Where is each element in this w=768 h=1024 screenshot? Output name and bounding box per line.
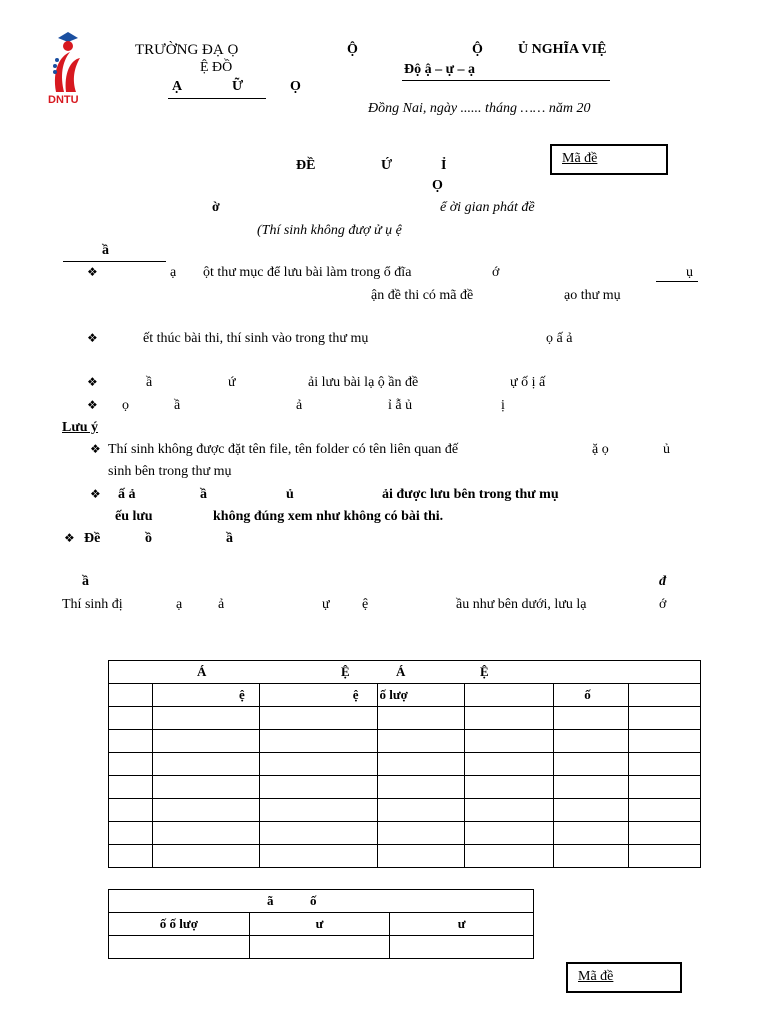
step3-d: ự ố ị ấ bbox=[510, 375, 546, 390]
table-cell[interactable] bbox=[109, 776, 153, 799]
step1-b: ột thư mục để lưu bài làm trong ổ đĩa bbox=[203, 265, 412, 280]
footer-code-box bbox=[566, 962, 682, 993]
bullet-icon: ❖ bbox=[90, 487, 101, 501]
step1-f: ạo thư mụ bbox=[564, 288, 621, 303]
header-center-mark: Ộ bbox=[347, 42, 358, 57]
note2-d: ải được lưu bên trong thư mụ bbox=[382, 487, 559, 502]
invoice-table bbox=[108, 660, 701, 868]
bullet-icon: ❖ bbox=[64, 531, 75, 545]
step3-c: ải lưu bài lạ ộ ần đề bbox=[308, 375, 419, 390]
table-cell[interactable] bbox=[109, 799, 153, 822]
table-cell[interactable] bbox=[629, 776, 701, 799]
table1-title-d: Ệ bbox=[480, 664, 489, 679]
table-cell[interactable] bbox=[465, 776, 554, 799]
table-cell[interactable] bbox=[109, 845, 153, 868]
step4-e: ị bbox=[501, 398, 505, 413]
table-header-cell bbox=[465, 684, 554, 707]
table-row bbox=[109, 822, 701, 845]
part2-para-e: ệ bbox=[362, 597, 369, 612]
table-row bbox=[109, 936, 534, 959]
table-cell[interactable] bbox=[259, 730, 377, 753]
table-header-cell: ố lượ bbox=[377, 684, 465, 707]
note2-b: ầ bbox=[200, 487, 207, 502]
step2-b: ọ ấ ả bbox=[546, 331, 573, 346]
table-header-cell bbox=[629, 684, 701, 707]
table-cell[interactable] bbox=[377, 799, 465, 822]
table2-title-a: ã bbox=[267, 893, 274, 908]
table1-title-b: Ệ bbox=[341, 664, 350, 679]
exam-time-a: ờ bbox=[212, 200, 220, 215]
step2-a: ết thúc bài thi, thí sinh vào trong thư mụ bbox=[143, 331, 369, 346]
step4-a: ọ bbox=[122, 398, 129, 413]
table-cell[interactable] bbox=[377, 730, 465, 753]
table2-title-row bbox=[109, 890, 534, 913]
republic-a: Ộ bbox=[472, 42, 483, 57]
table-header-cell: ố ố lượ bbox=[109, 913, 250, 936]
table-cell[interactable] bbox=[109, 822, 153, 845]
table-cell[interactable] bbox=[259, 845, 377, 868]
dntu-logo-icon bbox=[48, 30, 88, 102]
table-cell[interactable] bbox=[554, 822, 629, 845]
table-row bbox=[109, 730, 701, 753]
table-cell[interactable] bbox=[152, 753, 259, 776]
bullet-icon: ❖ bbox=[87, 331, 98, 345]
table2-header-row bbox=[109, 913, 534, 936]
table-cell[interactable] bbox=[554, 730, 629, 753]
date-line: Đồng Nai, ngày ...... tháng …… năm 20 bbox=[368, 101, 591, 116]
bullet-icon: ❖ bbox=[87, 265, 98, 279]
step4-d: ỉ ẫ ủ bbox=[388, 398, 413, 413]
table-cell[interactable] bbox=[629, 845, 701, 868]
part2-para-c: ả bbox=[218, 597, 225, 612]
table-cell[interactable] bbox=[152, 707, 259, 730]
motto-underline bbox=[402, 80, 610, 81]
table-cell[interactable] bbox=[390, 936, 534, 959]
motto: Độ ậ – ự – ạ bbox=[404, 62, 476, 77]
table-cell[interactable] bbox=[259, 753, 377, 776]
table-cell[interactable] bbox=[554, 845, 629, 868]
table-cell[interactable] bbox=[465, 822, 554, 845]
table-cell[interactable] bbox=[109, 936, 250, 959]
table-cell[interactable] bbox=[109, 753, 153, 776]
table-cell[interactable] bbox=[259, 799, 377, 822]
table-cell[interactable] bbox=[109, 707, 153, 730]
footer-code-label: Mã đề bbox=[578, 969, 614, 984]
table-cell[interactable] bbox=[377, 776, 465, 799]
table1-header-row bbox=[109, 684, 701, 707]
table-cell[interactable] bbox=[629, 822, 701, 845]
part2-para-b: ạ bbox=[176, 597, 183, 612]
table-cell[interactable] bbox=[152, 776, 259, 799]
logo-text: DNTU bbox=[48, 94, 79, 106]
exam-code-box bbox=[550, 144, 668, 175]
exam-title-line2: Ọ bbox=[432, 178, 443, 193]
step3-b: ứ bbox=[228, 375, 236, 390]
note2-a: ấ ả bbox=[118, 487, 136, 502]
table-cell[interactable] bbox=[377, 707, 465, 730]
exam-title-a: ĐỀ bbox=[296, 158, 316, 173]
exam-title-b: Ứ bbox=[381, 158, 393, 173]
step3-a: ầ bbox=[146, 375, 153, 390]
part2-para-a: Thí sinh đị bbox=[62, 597, 123, 612]
bullet-icon: ❖ bbox=[87, 375, 98, 389]
table1-title-row bbox=[109, 661, 701, 684]
table-row bbox=[109, 799, 701, 822]
table-cell[interactable] bbox=[377, 753, 465, 776]
table-row bbox=[109, 707, 701, 730]
table1-title-a: Á bbox=[197, 664, 207, 679]
school-line2: Ệ ĐỒ bbox=[200, 60, 233, 75]
part2-para-d: ự bbox=[322, 597, 330, 612]
table2-title-b: ố bbox=[310, 893, 317, 908]
exam-time-b: ể ời gian phát đề bbox=[440, 200, 535, 215]
table-header-cell: ố bbox=[554, 684, 629, 707]
department-a: Ạ bbox=[172, 79, 183, 94]
exam-note: (Thí sinh không đượ ử ụ ệ bbox=[257, 223, 402, 238]
table-cell[interactable] bbox=[554, 799, 629, 822]
bullet-icon: ❖ bbox=[87, 398, 98, 412]
table-cell[interactable] bbox=[259, 822, 377, 845]
summary-table bbox=[108, 889, 534, 959]
table-row bbox=[109, 753, 701, 776]
notes-heading: Lưu ý bbox=[62, 420, 99, 435]
header-left-underline bbox=[168, 98, 266, 99]
step4-b: ầ bbox=[174, 398, 181, 413]
table-cell[interactable] bbox=[629, 799, 701, 822]
note3-c: ầ bbox=[226, 531, 233, 546]
exam-code-label: Mã đề bbox=[562, 151, 598, 166]
table1-title-c: Á bbox=[396, 664, 406, 679]
table-cell[interactable] bbox=[554, 776, 629, 799]
section1-underline bbox=[63, 261, 166, 262]
part2-heading-b: đ bbox=[659, 574, 666, 589]
table-cell[interactable] bbox=[629, 707, 701, 730]
table-header-cell: ư bbox=[249, 913, 390, 936]
table-cell[interactable] bbox=[109, 730, 153, 753]
table-cell[interactable] bbox=[465, 730, 554, 753]
note2-e: ếu lưu bbox=[115, 509, 153, 524]
school-name: TRƯỜNG ĐẠ Ọ bbox=[135, 42, 239, 58]
table-cell[interactable] bbox=[152, 730, 259, 753]
table-cell[interactable] bbox=[259, 707, 377, 730]
part2-para-g: ớ bbox=[659, 597, 667, 612]
republic-b: Ủ NGHĨA VIỆ bbox=[518, 42, 607, 57]
department-c: Ọ bbox=[290, 79, 301, 94]
note3-b: ồ bbox=[145, 531, 152, 546]
table-cell[interactable] bbox=[629, 753, 701, 776]
step4-c: ả bbox=[296, 398, 303, 413]
table-cell[interactable] bbox=[629, 730, 701, 753]
table-cell[interactable] bbox=[249, 936, 390, 959]
table-header-cell: ư bbox=[390, 913, 534, 936]
table-header-cell bbox=[109, 684, 153, 707]
note1-a: Thí sinh không được đặt tên file, tên folder có tên liên quan đế bbox=[108, 442, 459, 457]
table-cell[interactable] bbox=[377, 822, 465, 845]
step1-e: ận đề thi có mã đề bbox=[371, 288, 474, 303]
table-cell[interactable] bbox=[465, 845, 554, 868]
bullet-icon: ❖ bbox=[90, 442, 101, 456]
step1-c: ớ bbox=[492, 265, 500, 280]
exam-title-c: Ỉ bbox=[441, 158, 447, 173]
table-cell[interactable] bbox=[152, 799, 259, 822]
table-header-cell: ệ bbox=[259, 684, 377, 707]
step1-d: ụ bbox=[686, 265, 693, 280]
step1-a: ạ bbox=[170, 265, 177, 280]
table-cell[interactable] bbox=[465, 753, 554, 776]
note1-d: sinh bên trong thư mụ bbox=[108, 464, 232, 479]
table-cell[interactable] bbox=[152, 845, 259, 868]
table-row bbox=[109, 776, 701, 799]
table-header-cell: ệ bbox=[152, 684, 259, 707]
table-cell[interactable] bbox=[554, 753, 629, 776]
step1-drive-underline bbox=[656, 281, 698, 282]
note1-c: ủ bbox=[663, 442, 670, 457]
note2-f: không đúng xem như không có bài thi. bbox=[213, 509, 444, 524]
section1-heading: ầ bbox=[102, 243, 109, 258]
department-b: Ữ bbox=[232, 79, 244, 94]
part2-heading-a: ầ bbox=[82, 574, 89, 589]
table-cell[interactable] bbox=[377, 845, 465, 868]
table-row bbox=[109, 845, 701, 868]
table-cell[interactable] bbox=[554, 707, 629, 730]
table-cell[interactable] bbox=[465, 799, 554, 822]
table-cell[interactable] bbox=[152, 822, 259, 845]
table-cell[interactable] bbox=[259, 776, 377, 799]
note1-b: ặ ọ bbox=[592, 442, 609, 457]
note3-a: Đề bbox=[84, 531, 101, 546]
note2-c: ủ bbox=[286, 487, 294, 502]
table-cell[interactable] bbox=[465, 707, 554, 730]
part2-para-f: ầu như bên dưới, lưu lạ bbox=[456, 597, 587, 612]
